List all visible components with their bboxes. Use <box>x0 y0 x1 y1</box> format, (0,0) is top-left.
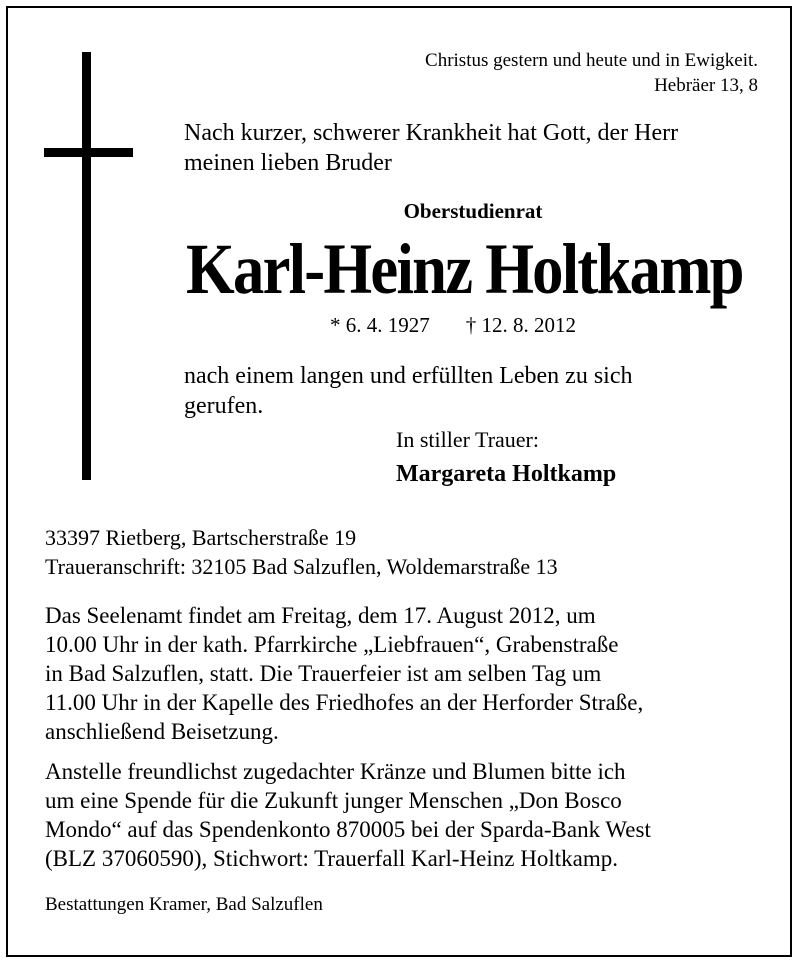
funeral-home: Bestattungen Kramer, Bad Salzuflen <box>45 894 323 915</box>
service-line: 11.00 Uhr in der Kapelle des Friedhofes an der Herforder Straße, <box>45 690 644 715</box>
verse-reference: Hebräer 13, 8 <box>654 75 758 96</box>
life-dates <box>330 310 576 340</box>
service-line: Das Seelenamt findet am Freitag, dem 17. August 2012, um <box>45 603 596 628</box>
called-text <box>184 361 633 421</box>
intro-line: Nach kurzer, schwerer Krankheit hat Gott, der Herr <box>184 120 679 146</box>
called-line: gerufen. <box>184 393 264 419</box>
called-line: nach einem langen und erfüllten Leben zu sich <box>184 363 633 389</box>
mourner-name: Margareta Holtkamp <box>396 461 617 487</box>
deceased-title-text: Oberstudienrat <box>403 199 543 223</box>
intro-text <box>184 118 678 178</box>
donation-line: um eine Spende für die Zukunft junger Menschen „Don Bosco <box>45 788 622 813</box>
service-line: 10.00 Uhr in der kath. Pfarrkirche „Liebfrauen“, Grabenstraße <box>45 632 619 657</box>
address-line: Traueranschrift: 32105 Bad Salzuflen, Woldemarstraße 13 <box>45 554 558 579</box>
deceased-name: Karl-Heinz Holtkamp <box>186 229 743 309</box>
mourning-label: In stiller Trauer: <box>396 427 539 452</box>
cross-icon <box>82 52 91 480</box>
donation-line: Anstelle freundlichst zugedachter Kränze und Blumen bitte ich <box>45 759 626 784</box>
donation-line: Mondo“ auf das Spendenkonto 870005 bei der Sparda-Bank West <box>45 817 651 842</box>
address-line: 33397 Rietberg, Bartscherstraße 19 <box>45 525 357 550</box>
donation-paragraph <box>45 757 651 873</box>
birth-date: * 6. 4. 1927 <box>330 313 430 337</box>
deceased-title <box>0 197 800 225</box>
address-block <box>45 523 558 581</box>
service-line: anschließend Beisetzung. <box>45 719 279 744</box>
intro-line: meinen lieben Bruder <box>184 150 392 176</box>
bible-verse <box>425 48 758 98</box>
donation-line: (BLZ 37060590), Stichwort: Trauerfall Karl-Heinz Holtkamp. <box>45 846 618 871</box>
service-paragraph <box>45 601 643 746</box>
service-line: in Bad Salzuflen, statt. Die Trauerfeier ist am selben Tag um <box>45 661 602 686</box>
cross-icon-bar <box>44 148 133 157</box>
verse-text: Christus gestern und heute und in Ewigkeit. <box>425 50 758 71</box>
death-date: † 12. 8. 2012 <box>465 313 576 337</box>
